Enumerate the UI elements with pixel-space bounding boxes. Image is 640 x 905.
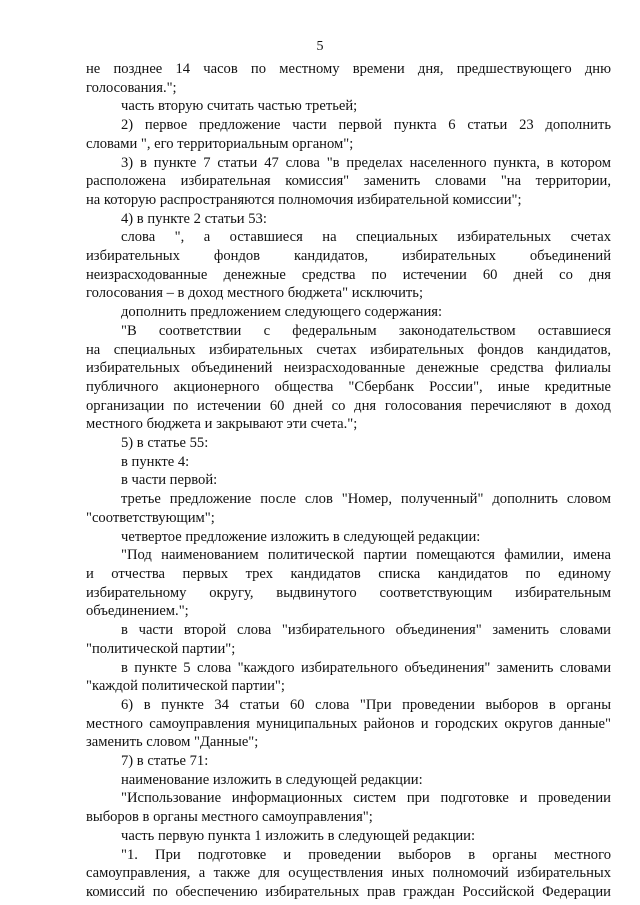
text-line: объединением."; (86, 603, 189, 620)
text-line: 6) в пункте 34 статьи 60 слова "При проведении выборов в органы (121, 696, 611, 713)
text-line: в части первой: (121, 472, 218, 489)
text-line: и отчества первых трех кандидатов списка кандидатов по единому (86, 565, 611, 582)
text-line: заменить словом "Данные"; (86, 734, 259, 751)
text-line: "каждой политической партии"; (86, 678, 285, 695)
text-line: голосования."; (86, 79, 177, 96)
text-line: "Под наименованием политической партии помещаются фамилии, имена (121, 547, 611, 564)
text-line: 5) в статье 55: (121, 435, 209, 452)
text-line: часть вторую считать частью третьей; (121, 98, 358, 115)
text-line: голосования – в доход местного бюджета" исключить; (86, 285, 424, 302)
text-line: на специальных избирательных счетах избирательных фондов кандидатов, (86, 341, 611, 358)
text-line: комиссий по обеспечению избирательных прав граждан Российской Федерации (86, 883, 611, 900)
text-line: "политической партии"; (86, 640, 236, 657)
text-line: 7) в статье 71: (121, 753, 209, 770)
text-line: дополнить предложением следующего содержания: (121, 304, 443, 321)
text-line: 3) в пункте 7 статьи 47 слова "в пределах населенного пункта, в котором (121, 154, 611, 171)
text-line: часть первую пункта 1 изложить в следующей редакции: (121, 827, 476, 844)
text-line: избирательному округу, выдвинутого соответствующим избирательным (86, 584, 611, 601)
text-line: избирательных фондов кандидатов, избирательных объединений (86, 248, 611, 265)
text-line: в пункте 4: (121, 453, 190, 470)
text-line: расположена избирательная комиссия" заменить словами "на территории, (86, 173, 611, 190)
text-line: "1. При подготовке и проведении выборов в органы местного (121, 846, 611, 863)
text-line: в части второй слова "избирательного объединения" заменить словами (121, 622, 611, 639)
text-line: организации по истечении 60 дней со дня голосования перечисляют в доход (86, 397, 611, 414)
text-line: наименование изложить в следующей редакции: (121, 771, 423, 788)
text-line: избирательных объединений неизрасходованные денежные средства филиалы (86, 360, 611, 377)
text-line: публичного акционерного общества "Сбербанк России", иные кредитные (86, 378, 611, 395)
text-line: неизрасходованные денежные средства по истечении 60 дней со дня (86, 266, 611, 283)
text-line: выборов в органы местного самоуправления"; (86, 809, 373, 826)
text-line: слова ", а оставшиеся на специальных избирательных счетах (121, 229, 611, 246)
text-line: на которую распространяются полномочия избирательной комиссии"; (86, 191, 522, 208)
text-line: самоуправления, а также для осуществления иных полномочий избирательных (86, 865, 611, 882)
text-line: "Использование информационных систем при подготовке и проведении (121, 790, 611, 807)
document-body (86, 60, 611, 902)
text-line: третье предложение после слов "Номер, полученный" дополнить словом (121, 491, 611, 508)
text-line: не позднее 14 часов по местному времени дня, предшествующего дню (86, 61, 611, 77)
text-line: словами ", его территориальным органом"; (86, 135, 354, 152)
page-number: 5 (316, 39, 324, 54)
text-line: 4) в пункте 2 статьи 53: (121, 210, 267, 227)
text-line: "В соответствии с федеральным законодательством оставшиеся (121, 322, 611, 339)
text-line: местного самоуправления муниципальных районов и городских округов данные" (86, 715, 611, 732)
text-line: четвертое предложение изложить в следующей редакции: (121, 528, 481, 545)
text-line: 2) первое предложение части первой пункта 6 статьи 23 дополнить (121, 117, 611, 134)
text-line: "соответствующим"; (86, 509, 215, 526)
text-line: местного бюджета и закрывают эти счета."; (86, 416, 358, 433)
text-line: в пункте 5 слова "каждого избирательного объединения" заменить словами (121, 659, 611, 676)
